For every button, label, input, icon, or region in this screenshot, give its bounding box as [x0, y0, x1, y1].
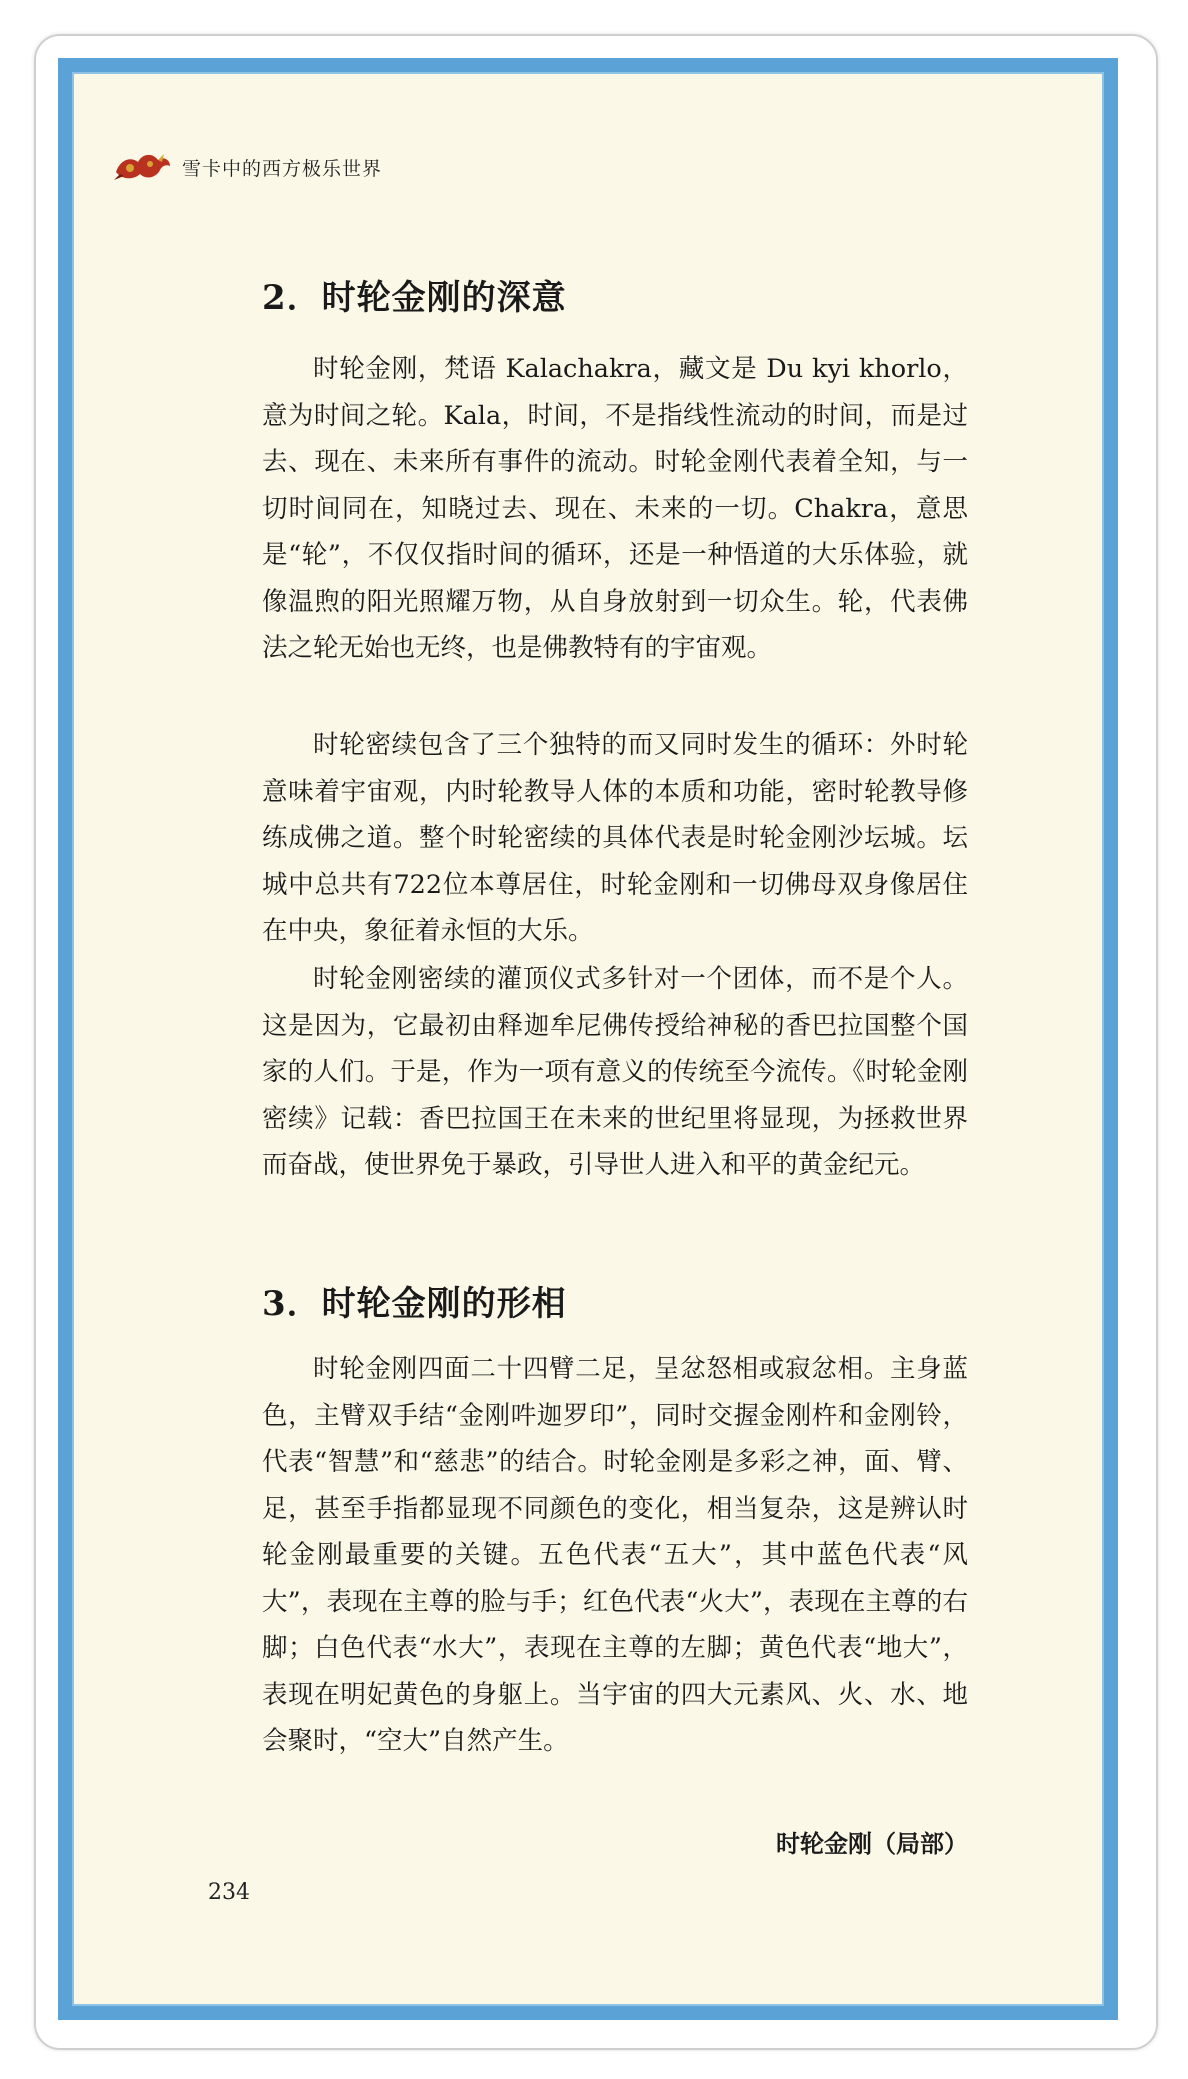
section-3-paragraph-1: 时轮金刚四面二十四臂二足，呈忿怒相或寂忿相。主身蓝色，主臂双手结“金刚吽迦罗印”，同时交握金刚杵和金刚铃，代表“智慧”和“慈悲”的结合。时轮金刚是多彩之神，面、臂、足，甚至手指都显现不同颜色的变化，相当复杂，这是辨认时轮金刚最重要的关键。五色代表“五大”，其中蓝色代表“风大”，表现在主尊的脸与手；红色代表“火大”，表现在主尊的右脚；白色代表“水大”，表现在主尊的左脚；黄色代表“地大”，表现在明妃黄色的身躯上。当宇宙的四大元素风、火、水、地会聚时，“空大”自然产生。: [262, 1354, 968, 1756]
image-caption: 时轮金刚（局部）: [776, 1830, 968, 1858]
section-2-paragraph-3: 时轮金刚密续的灌顶仪式多针对一个团体，而不是个人。这是因为，它最初由释迦牟尼佛传授给神秘的香巴拉国整个国家的人们。于是，作为一项有意义的传统至今流传。《时轮金刚密续》记载：香巴拉国王在未来的世纪里将显现，为拯救世界而奋战，使世界免于暴政，引导世人进入和平的黄金纪元。: [262, 964, 968, 1180]
section-2-paragraph-1: 时轮金刚，梵语 Kalachakra，藏文是 Du kyi khorlo，意为时间之轮。Kala，时间，不是指线性流动的时间，而是过去、现在、未来所有事件的流动。时轮金刚代表着全知，与一切时间同在，知晓过去、现在、未来的一切。Chakra，意思是“轮”，不仅仅指时间的循环，还是一种悟道的大乐体验，就像温煦的阳光照耀万物，从自身放射到一切众生。轮，代表佛法之轮无始也无终，也是佛教特有的宇宙观。: [262, 354, 968, 663]
running-header: [112, 150, 382, 184]
section-2-paragraph-2: 时轮密续包含了三个独特的而又同时发生的循环：外时轮意味着宇宙观，内时轮教导人体的本质和功能，密时轮教导修练成佛之道。整个时轮密续的具体代表是时轮金刚沙坛城。坛城中总共有722位本尊居住，时轮金刚和一切佛母双身像居住在中央，象征着永恒的大乐。: [262, 730, 968, 946]
page-number: 234: [208, 1880, 250, 1905]
dragon-ornament-icon: [112, 150, 174, 184]
section-2-title: 2．时轮金刚的深意: [262, 278, 567, 318]
running-title: 雪卡中的西方极乐世界: [182, 157, 383, 180]
section-3-title: 3．时轮金刚的形相: [262, 1284, 567, 1324]
